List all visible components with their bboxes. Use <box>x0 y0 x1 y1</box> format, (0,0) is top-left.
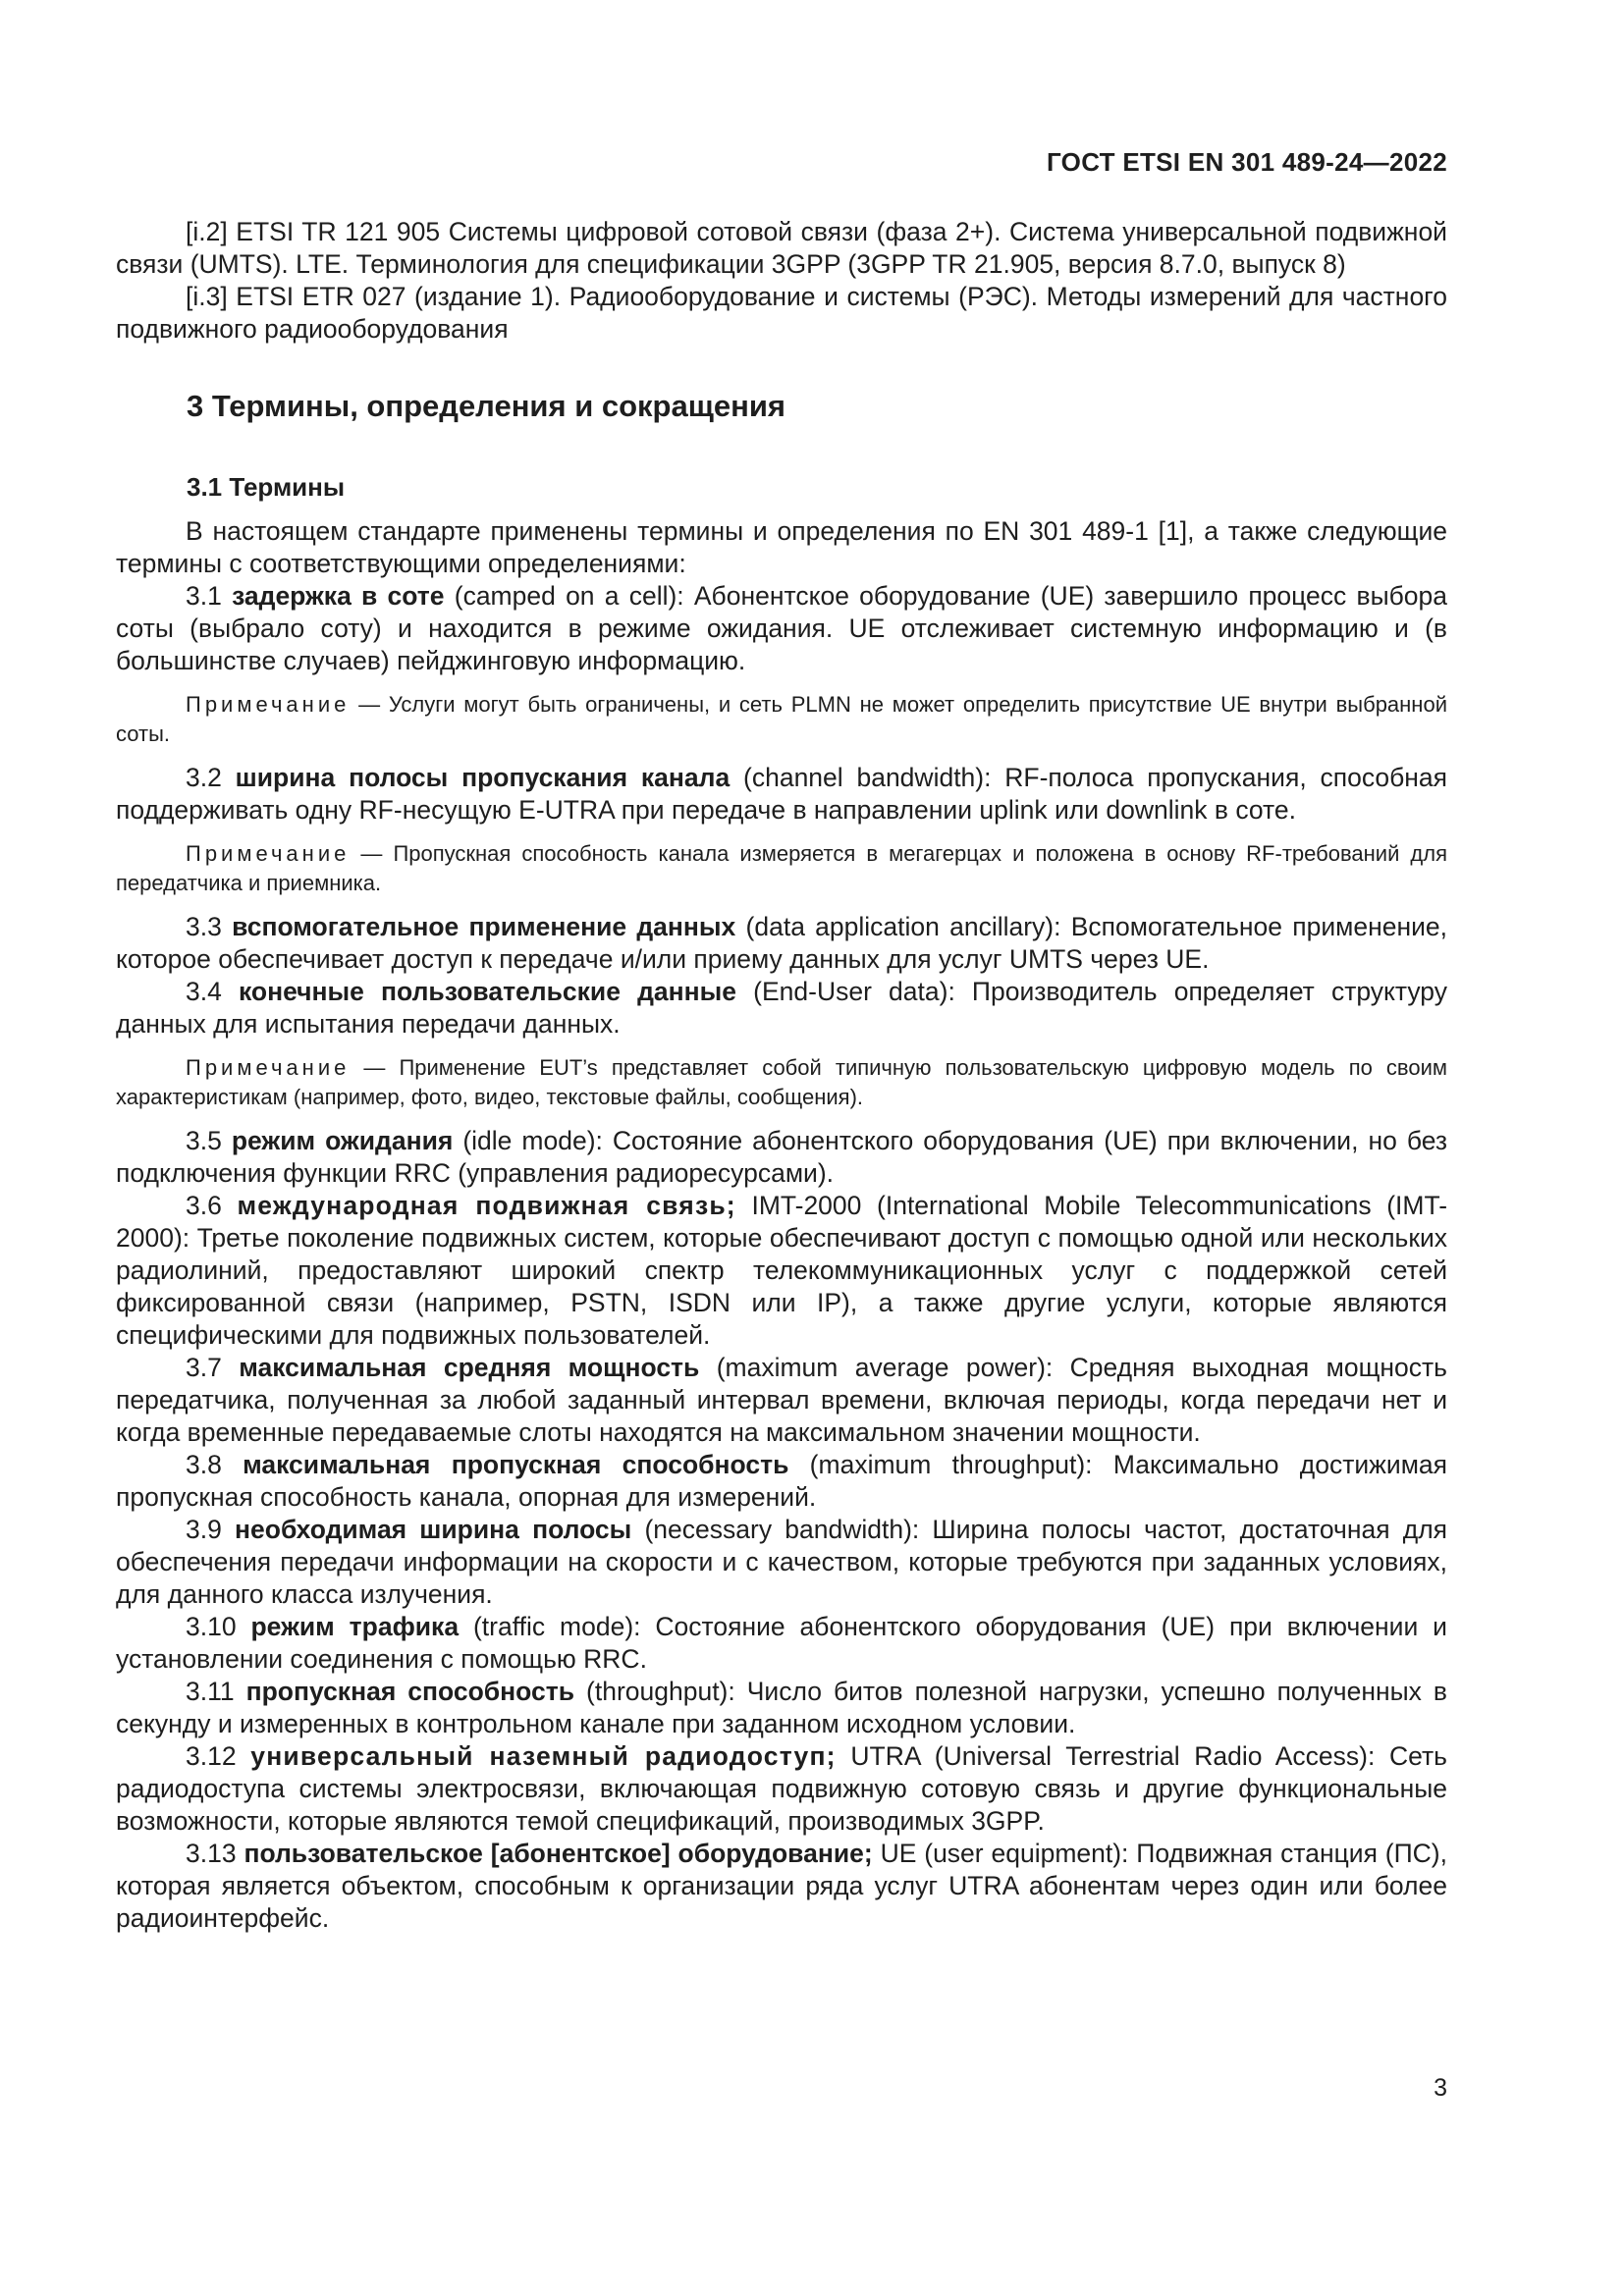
term-definition <box>116 1676 1447 1740</box>
term-definition <box>116 1514 1447 1611</box>
term-text: (End-User data): Производитель определяет структуру данных для испытания передачи данных. <box>116 977 1447 1039</box>
term-text: UTRA (Universal Terrestrial Radio Access): Сеть радиодоступа системы электросвязи, включающая подвижную сотовую связь и другие функциональные возможности, которые являются темой спецификаций, производимых 3GPP. <box>116 1741 1447 1836</box>
subsection-title: 3.1 Термины <box>187 472 346 502</box>
term-number: 3.13 <box>186 1839 244 1868</box>
term-number: 3.8 <box>186 1450 244 1479</box>
term-name: вспомогательное применение данных <box>232 912 736 941</box>
term-definition <box>116 1838 1447 1935</box>
term-definition <box>116 911 1447 976</box>
note-label: Примечание <box>186 841 351 866</box>
note-text: — Услуги могут быть ограничены, и сеть PLMN не может определить присутствие UE внутри выбранной соты. <box>116 692 1447 746</box>
term-name: режим трафика <box>250 1612 460 1641</box>
note <box>116 839 1447 898</box>
term-number: 3.11 <box>186 1677 246 1706</box>
term-name: необходимая ширина полосы <box>235 1515 632 1544</box>
term-definition <box>116 1611 1447 1676</box>
term-definition <box>116 976 1447 1041</box>
intro-paragraph: В настоящем стандарте применены термины и определения по EN 301 489-1 [1], а также следующие термины с соответствующими определениями: <box>116 516 1447 578</box>
term-definition <box>116 1740 1447 1838</box>
term-definition <box>116 1449 1447 1514</box>
reference-item: [i.3] ETSI ETR 027 (издание 1). Радиооборудование и системы (РЭС). Методы измерений для частного подвижного радиооборудования <box>116 282 1447 344</box>
term-text: UE (user equipment): Подвижная станция (ПС), которая является объектом, способным к организации ряда услуг UTRA абонентам через один или более радиоинтерфейс. <box>116 1839 1447 1933</box>
term-definition <box>116 762 1447 827</box>
reference-item: [i.2] ETSI TR 121 905 Системы цифровой сотовой связи (фаза 2+). Система универсальной подвижной связи (UMTS). LTE. Терминология для спецификации 3GPP (3GPP TR 21.905, версия 8.7.0, выпуск 8) <box>116 217 1447 279</box>
term-definition <box>116 1125 1447 1190</box>
note <box>116 1053 1447 1112</box>
page-number: 3 <box>1434 2074 1447 2102</box>
section-title: 3 Термины, определения и сокращения <box>187 389 785 423</box>
term-text: (necessary bandwidth): Ширина полосы частот, достаточная для обеспечения передачи информации на скорости и с качеством, которые требуются при заданных условиях, для данного класса излучения. <box>116 1515 1448 1609</box>
term-number: 3.12 <box>186 1741 251 1771</box>
term-number: 3.5 <box>186 1126 232 1155</box>
term-name: конечные пользовательские данные <box>238 977 737 1006</box>
term-definition <box>116 1352 1447 1449</box>
term-definition <box>116 580 1447 677</box>
term-number: 3.3 <box>186 912 233 941</box>
page-header: ГОСТ ETSI EN 301 489-24—2022 <box>1046 147 1447 177</box>
term-text: IMT-2000 (International Mobile Telecommunications (IMT-2000): Третье поколение подвижных систем, которые обеспечивают доступ с помощью одной или нескольких радиолиний, предоставляют широкий спектр телекоммуникационных услуг с поддержкой сетей фиксированной связи (например, PSTN, ISDN или IP), а также другие услуги, которые являются специфическими для подвижных пользователей. <box>116 1191 1448 1350</box>
term-name: максимальная средняя мощность <box>239 1353 700 1382</box>
note-text: — Применение EUT’s представляет собой типичную пользовательскую цифровую модель по своим характеристикам (например, фото, видео, текстовые файлы, сообщения). <box>116 1055 1447 1109</box>
term-number: 3.6 <box>186 1191 238 1220</box>
term-name: международная подвижная связь; <box>237 1191 736 1220</box>
note <box>116 690 1447 749</box>
term-text: (data application ancillary): Вспомогательное применение, которое обеспечивает доступ к передаче и/или приему данных для услуг UMTS через UE. <box>116 912 1447 974</box>
term-name: ширина полосы пропускания канала <box>235 763 731 792</box>
note-label: Примечание <box>186 1055 351 1080</box>
term-text: (traffic mode): Состояние абонентского оборудования (UE) при включении и установлении соединения с помощью RRC. <box>116 1612 1447 1674</box>
term-name: максимальная пропускная способность <box>243 1450 789 1479</box>
document-page <box>116 0 1447 2296</box>
term-name: пропускная способность <box>245 1677 575 1706</box>
term-number: 3.1 <box>186 581 233 611</box>
term-name: режим ожидания <box>231 1126 454 1155</box>
term-number: 3.10 <box>186 1612 251 1641</box>
term-text: (channel bandwidth): RF-полоса пропускания, способная поддерживать одну RF-несущую E-UTRA при передаче в направлении uplink или downlink в соте. <box>116 763 1448 825</box>
term-text: (throughput): Число битов полезной нагрузки, успешно полученных в секунду и измеренных в контрольном канале при заданном исходном условии. <box>116 1677 1447 1738</box>
note-text: — Пропускная способность канала измеряется в мегагерцах и положена в основу RF-требований для передатчика и приемника. <box>116 841 1447 895</box>
term-text: (camped on a cell): Абонентское оборудование (UE) завершило процесс выбора соты (выбрало соту) и находится в режиме ожидания. UE отслеживает системную информацию и (в большинстве случаев) пейджинговую информацию. <box>116 581 1448 675</box>
term-definition <box>116 1190 1447 1352</box>
term-name: универсальный наземный радиодоступ; <box>250 1741 837 1771</box>
term-text: (maximum throughput): Максимально достижимая пропускная способность канала, опорная для измерений. <box>116 1450 1448 1512</box>
term-text: (idle mode): Состояние абонентского оборудования (UE) при включении, но без подключения функции RRC (управления радиоресурсами). <box>116 1126 1448 1188</box>
term-number: 3.7 <box>186 1353 240 1382</box>
term-text: (maximum average power): Средняя выходная мощность передатчика, полученная за любой заданный интервал времени, включая периоды, когда передачи нет и когда временные передаваемые слоты находятся на максимальном значении мощности. <box>116 1353 1447 1447</box>
term-name: задержка в соте <box>232 581 445 611</box>
term-name: пользовательское [абонентское] оборудование; <box>244 1839 873 1868</box>
term-number: 3.2 <box>186 763 236 792</box>
document-body <box>116 216 1447 1935</box>
term-number: 3.4 <box>186 977 239 1006</box>
term-number: 3.9 <box>186 1515 236 1544</box>
note-label: Примечание <box>186 692 351 717</box>
